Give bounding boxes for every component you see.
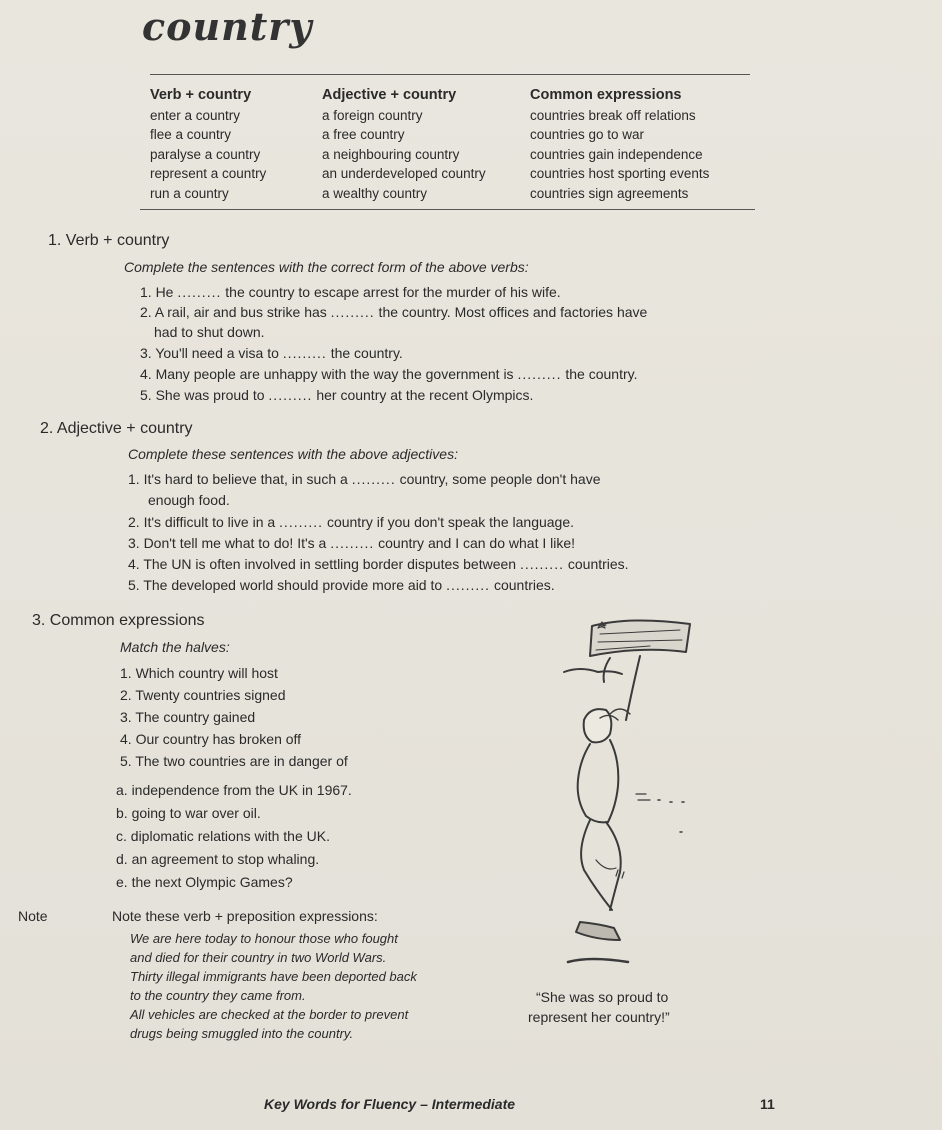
section-1-instruction: Complete the sentences with the correct form of the above verbs: [124, 259, 529, 275]
table-cell: paralyse a country [150, 146, 261, 162]
table-cell: flee a country [150, 127, 232, 142]
second-half-item: d. an agreement to stop whaling. [116, 851, 320, 867]
exercise-sentence: 1. It's hard to believe that, in such a ......... country, some people don't have [128, 471, 601, 487]
section-1-heading: 1. Verb + country [48, 232, 170, 249]
answer-blank[interactable]: ......... [519, 556, 564, 572]
exercise-sentence: 5. The developed world should provide more aid to ......... countries. [128, 577, 555, 593]
book-title-footer: Key Words for Fluency – Intermediate [264, 1096, 516, 1112]
first-half-item: 5. The two countries are in danger of [120, 753, 348, 769]
exercise-sentence-continuation: enough food. [148, 492, 230, 508]
second-half-item: a. independence from the UK in 1967. [116, 782, 352, 798]
caption-line: represent her country!” [528, 1009, 670, 1025]
exercise-sentence: 3. You'll need a visa to ......... the country. [140, 345, 403, 361]
note-line: We are here today to honour those who fought [130, 931, 398, 946]
table-top-rule [150, 74, 750, 75]
table-header: Verb + country [150, 87, 252, 103]
table-column-adjective [322, 86, 486, 203]
table-bottom-rule [140, 209, 755, 210]
table-cell: a free country [322, 127, 405, 142]
note-line: and died for their country in two World Wars. [130, 950, 387, 965]
answer-blank[interactable]: ......... [279, 514, 324, 530]
page-number: 11 [760, 1096, 775, 1112]
note-line: All vehicles are checked at the border to prevent [130, 1007, 409, 1022]
second-half-item: c. diplomatic relations with the UK. [116, 828, 330, 844]
table-header: Adjective + country [322, 87, 457, 103]
answer-blank[interactable]: ......... [330, 535, 375, 551]
answer-blank[interactable]: ......... [177, 284, 222, 300]
exercise-sentence: 2. A rail, air and bus strike has ......... the country. Most offices and factories have [140, 304, 648, 320]
answer-blank[interactable]: ......... [330, 304, 375, 320]
exercise-sentence: 4. Many people are unhappy with the way the government is ......... the country. [140, 366, 638, 382]
table-cell: countries gain independence [530, 146, 703, 162]
answer-blank[interactable]: ......... [446, 577, 491, 593]
note-line: Thirty illegal immigrants have been deported back [130, 969, 417, 984]
illustration-caption [528, 987, 670, 1027]
section-2-heading: 2. Adjective + country [40, 420, 193, 437]
answer-blank[interactable]: ......... [268, 387, 313, 403]
exercise-sentence: 3. Don't tell me what to do! It's a ......... country and I can do what I like! [128, 535, 576, 551]
note-heading: Note these verb + preposition expressions: [112, 908, 378, 924]
note-examples [130, 929, 417, 1043]
flag-waving-figure-illustration [540, 610, 720, 980]
second-half-item: b. going to war over oil. [116, 805, 261, 821]
table-cell: countries sign agreements [530, 185, 689, 201]
page-title: country [142, 4, 313, 49]
table-column-verb [150, 86, 266, 203]
section-3-instruction: Match the halves: [120, 639, 230, 655]
first-half-item: 1. Which country will host [120, 665, 278, 681]
note-label: Note [18, 908, 48, 924]
exercise-sentence: 1. He ......... the country to escape arrest for the murder of his wife. [140, 284, 561, 300]
section-2-instruction: Complete these sentences with the above adjectives: [128, 446, 458, 462]
answer-blank[interactable]: ......... [517, 366, 562, 382]
exercise-sentence: 5. She was proud to ......... her country at the recent Olympics. [140, 387, 534, 403]
answer-blank[interactable]: ......... [351, 471, 396, 487]
table-cell: countries host sporting events [530, 166, 710, 181]
table-cell: countries break off relations [530, 107, 696, 123]
table-cell: run a country [150, 185, 229, 201]
first-half-item: 2. Twenty countries signed [120, 687, 286, 703]
exercise-sentence: 2. It's difficult to live in a ......... country if you don't speak the language. [128, 514, 575, 530]
table-cell: a wealthy country [322, 185, 428, 201]
table-column-expressions [530, 86, 709, 203]
table-cell: enter a country [150, 107, 241, 123]
table-cell: countries go to war [530, 127, 645, 142]
note-line: to the country they came from. [130, 988, 306, 1003]
table-header: Common expressions [530, 87, 682, 103]
exercise-sentence-continuation: had to shut down. [154, 324, 265, 340]
exercise-sentence: 4. The UN is often involved in settling border disputes between ......... countries. [128, 556, 629, 572]
note-line: drugs being smuggled into the country. [130, 1026, 354, 1041]
first-half-item: 4. Our country has broken off [120, 731, 302, 747]
section-3-heading: 3. Common expressions [32, 612, 205, 629]
table-cell: a neighbouring country [322, 146, 460, 162]
second-half-item: e. the next Olympic Games? [116, 874, 293, 890]
table-cell: represent a country [150, 166, 267, 181]
table-cell: a foreign country [322, 107, 423, 123]
answer-blank[interactable]: ......... [282, 345, 327, 361]
table-cell: an underdeveloped country [322, 166, 486, 181]
caption-line: “She was so proud to [536, 989, 669, 1005]
first-half-item: 3. The country gained [120, 709, 256, 725]
